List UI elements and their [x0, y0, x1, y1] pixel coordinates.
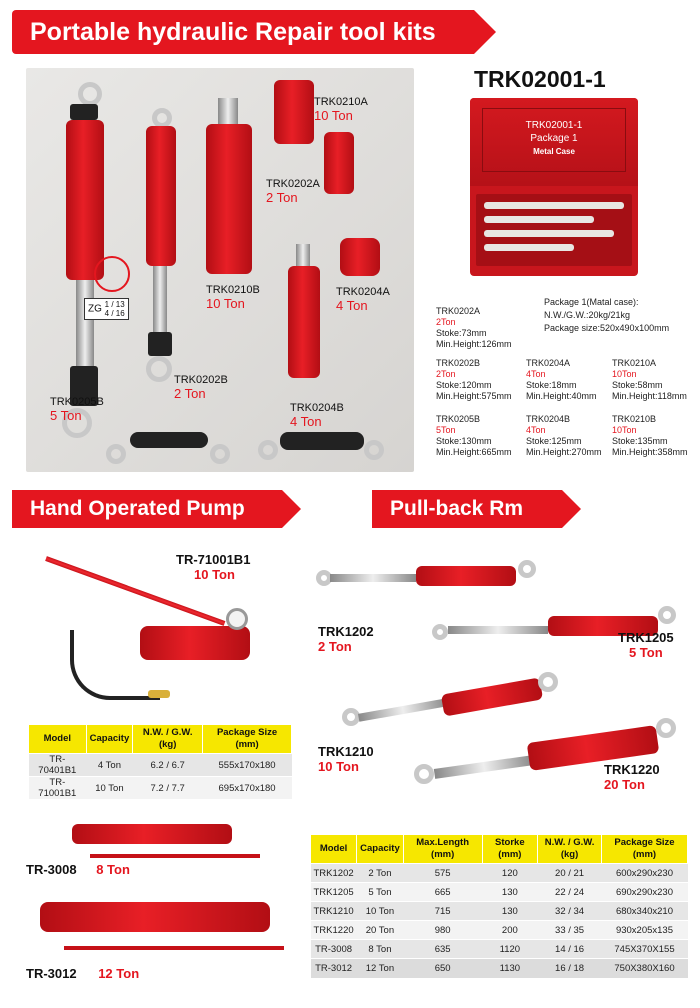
cell: 20 Ton	[357, 921, 404, 940]
spec-trk0204a: TRK0204A 4Ton Stoke:18mm Min.Height:40mm	[526, 358, 597, 401]
cell: 635	[403, 940, 482, 959]
banner-title: Portable hydraulic Repair tool kits	[30, 17, 436, 46]
cell: 600x290x230	[601, 864, 687, 883]
cell: 20 / 21	[538, 864, 602, 883]
spec-trk0202a: TRK0202A 2Ton Stoke:73mm Min.Height:126mm	[436, 306, 512, 349]
ram-cylinder	[441, 677, 543, 716]
pullback-spec-table	[310, 834, 688, 978]
cell: 555x170x180	[203, 754, 292, 777]
cell: 715	[403, 902, 482, 921]
cell: 5 Ton	[357, 883, 404, 902]
cell: TRK1205	[311, 883, 357, 902]
cell: 130	[482, 883, 538, 902]
label-trk0210a: TRK0210A 10 Ton	[314, 96, 368, 123]
ram-cap	[70, 104, 98, 120]
label-trk0202b: TRK0202B 2 Ton	[174, 374, 228, 401]
coupler	[130, 432, 208, 448]
label-trk0210b: TRK0210B 10 Ton	[206, 284, 260, 311]
header-package: Package Size (mm)	[601, 835, 687, 864]
hook-icon	[656, 718, 676, 738]
pump-spec-table	[28, 724, 292, 799]
ram-cylinder	[340, 238, 380, 276]
hook-icon	[538, 672, 558, 692]
table-row	[311, 921, 688, 940]
ram-rod	[76, 280, 94, 370]
ram-cylinder	[288, 266, 320, 378]
cell: 16 / 18	[538, 959, 602, 978]
spec-trk0210b: TRK0210B 10Ton Stoke:135mm Min.Height:358mm	[612, 414, 688, 457]
cell: 32 / 34	[538, 902, 602, 921]
label-trk0202a: TRK0202A 2 Ton	[266, 178, 320, 205]
hydraulic-hose	[70, 630, 160, 700]
jack-handle	[90, 854, 260, 858]
cell: 695x170x180	[203, 777, 292, 800]
cell: 130	[482, 902, 538, 921]
cell: 12 Ton	[357, 959, 404, 978]
cell: 745X370X155	[601, 940, 687, 959]
cell: 22 / 24	[538, 883, 602, 902]
cell: 33 / 35	[538, 921, 602, 940]
table-row	[311, 883, 688, 902]
section-banner-pump	[12, 490, 282, 528]
zg-fraction-bottom: 4 / 16	[104, 309, 125, 318]
fitting-highlight	[94, 256, 130, 292]
header-capacity: Capacity	[86, 725, 133, 754]
hook-icon	[106, 444, 126, 464]
jack-cylinder	[72, 824, 232, 844]
label-trk0205b: TRK0205B 5 Ton	[50, 396, 104, 423]
cell: 10 Ton	[357, 902, 404, 921]
table-row	[311, 959, 688, 978]
label-pump: TR-71001B1 10 Ton	[176, 552, 251, 582]
hose-coupler	[148, 690, 170, 698]
section-banner-pullback	[372, 490, 562, 528]
cell: 930x205x135	[601, 921, 687, 940]
pressure-gauge-icon	[226, 608, 248, 630]
cell: 1130	[482, 959, 538, 978]
header-model: Model	[311, 835, 357, 864]
metal-case-photo	[470, 98, 638, 276]
tray-slot	[484, 244, 574, 251]
label-trk1205: TRK1205 5 Ton	[618, 630, 674, 660]
hook-icon	[658, 606, 676, 624]
ram-cap	[148, 332, 172, 356]
ram-rod	[153, 266, 167, 336]
tray-slot	[484, 202, 624, 209]
cell: 120	[482, 864, 538, 883]
ram-rod	[218, 98, 238, 126]
table-header-row	[29, 725, 292, 754]
label-tr3012: TR-3012 12 Ton	[26, 966, 140, 981]
spec-trk0210a: TRK0210A 10Ton Stoke:58mm Min.Height:118mm	[612, 358, 687, 401]
cell: 6.2 / 6.7	[133, 754, 203, 777]
cell: 575	[403, 864, 482, 883]
ram-cylinder	[66, 120, 104, 280]
spec-package: Package 1(Matal case): N.W./G.W.:20kg/21kg Package size:520x490x100mm	[544, 297, 670, 333]
coupler	[280, 432, 364, 450]
pullback-photo-trk1202	[316, 556, 546, 596]
ram-cylinder	[146, 126, 176, 266]
cell: 10 Ton	[86, 777, 133, 800]
label-trk1210: TRK1210 10 Ton	[318, 744, 374, 774]
cell: 665	[403, 883, 482, 902]
case-lid-model: TRK02001-1	[525, 120, 583, 131]
cell: 2 Ton	[357, 864, 404, 883]
ram-rod	[296, 244, 310, 268]
header-weight: N.W. / G.W. (kg)	[538, 835, 602, 864]
header-length: Max.Length (mm)	[403, 835, 482, 864]
header-capacity: Capacity	[357, 835, 404, 864]
hook-icon	[146, 356, 172, 382]
cell: TR-3012	[311, 959, 357, 978]
ram-rod	[434, 755, 534, 779]
cell: 680x340x210	[601, 902, 687, 921]
label-trk0204b: TRK0204B 4 Ton	[290, 402, 344, 429]
case-lid-package: Package 1	[530, 133, 578, 144]
hook-icon	[152, 108, 172, 128]
jack-handle	[64, 946, 284, 950]
ram-cylinder	[206, 124, 252, 274]
cell: 8 Ton	[357, 940, 404, 959]
table-row	[29, 777, 292, 800]
table-row	[311, 902, 688, 921]
label-tr3008: TR-3008 8 Ton	[26, 862, 130, 877]
hook-icon	[258, 440, 278, 460]
banner-title: Pull-back Rm	[390, 497, 524, 520]
spec-trk0202b: TRK0202B 2Ton Stoke:120mm Min.Height:575mm	[436, 358, 512, 401]
hook-icon	[518, 560, 536, 578]
cell: TRK1210	[311, 902, 357, 921]
jack-cylinder	[40, 902, 270, 932]
ram-cylinder	[274, 80, 314, 144]
table-header-row	[311, 835, 688, 864]
ram-cylinder	[416, 566, 516, 586]
header-weight: N.W. / G.W. (kg)	[133, 725, 203, 754]
cell: 14 / 16	[538, 940, 602, 959]
cell: 650	[403, 959, 482, 978]
hook-icon	[78, 82, 102, 106]
header-model: Model	[29, 725, 87, 754]
table-row	[311, 864, 688, 883]
header-package: Package Size (mm)	[203, 725, 292, 754]
spec-trk0204b: TRK0204B 4Ton Stoke:125mm Min.Height:270mm	[526, 414, 602, 457]
section-banner-kits	[12, 10, 474, 54]
table-row	[311, 940, 688, 959]
cell: TRK1220	[311, 921, 357, 940]
case-lid-type: Metal Case	[533, 147, 575, 156]
label-trk1202: TRK1202 2 Ton	[318, 624, 374, 654]
cell: TRK1202	[311, 864, 357, 883]
ram-rod	[448, 626, 548, 634]
table-row	[29, 754, 292, 777]
cell: 980	[403, 921, 482, 940]
ram-rod	[330, 574, 416, 582]
cell: 7.2 / 7.7	[133, 777, 203, 800]
hook-icon	[432, 624, 448, 640]
label-trk1220: TRK1220 20 Ton	[604, 762, 660, 792]
tray-slot	[484, 216, 594, 223]
case-title: TRK02001-1	[474, 66, 606, 92]
hook-icon	[414, 764, 434, 784]
kit-photo	[26, 68, 414, 472]
jack-photo-tr3012	[34, 890, 284, 960]
hook-icon	[342, 708, 360, 726]
banner-title: Hand Operated Pump	[30, 497, 245, 520]
hook-icon	[364, 440, 384, 460]
case-lid	[470, 98, 638, 186]
case-lid-print	[482, 108, 626, 172]
cell: 200	[482, 921, 538, 940]
header-stroke: Storke (mm)	[482, 835, 538, 864]
cell: TR-71001B1	[29, 777, 87, 800]
cell: TR-3008	[311, 940, 357, 959]
hook-icon	[210, 444, 230, 464]
case-tray	[476, 194, 632, 266]
ram-cylinder	[324, 132, 354, 194]
label-trk0204a: TRK0204A 4 Ton	[336, 286, 390, 313]
cell: 750X380X160	[601, 959, 687, 978]
zg-thread-label: ZG 1 / 13 4 / 16	[84, 298, 129, 320]
cell: 690x290x230	[601, 883, 687, 902]
zg-fraction-top: 1 / 13	[104, 300, 125, 309]
jack-photo-tr3008	[66, 818, 256, 868]
cell: TR-70401B1	[29, 754, 87, 777]
tray-slot	[484, 230, 614, 237]
spec-trk0205b: TRK0205B 5Ton Stoke:130mm Min.Height:665mm	[436, 414, 512, 457]
cell: 1120	[482, 940, 538, 959]
cell: 4 Ton	[86, 754, 133, 777]
